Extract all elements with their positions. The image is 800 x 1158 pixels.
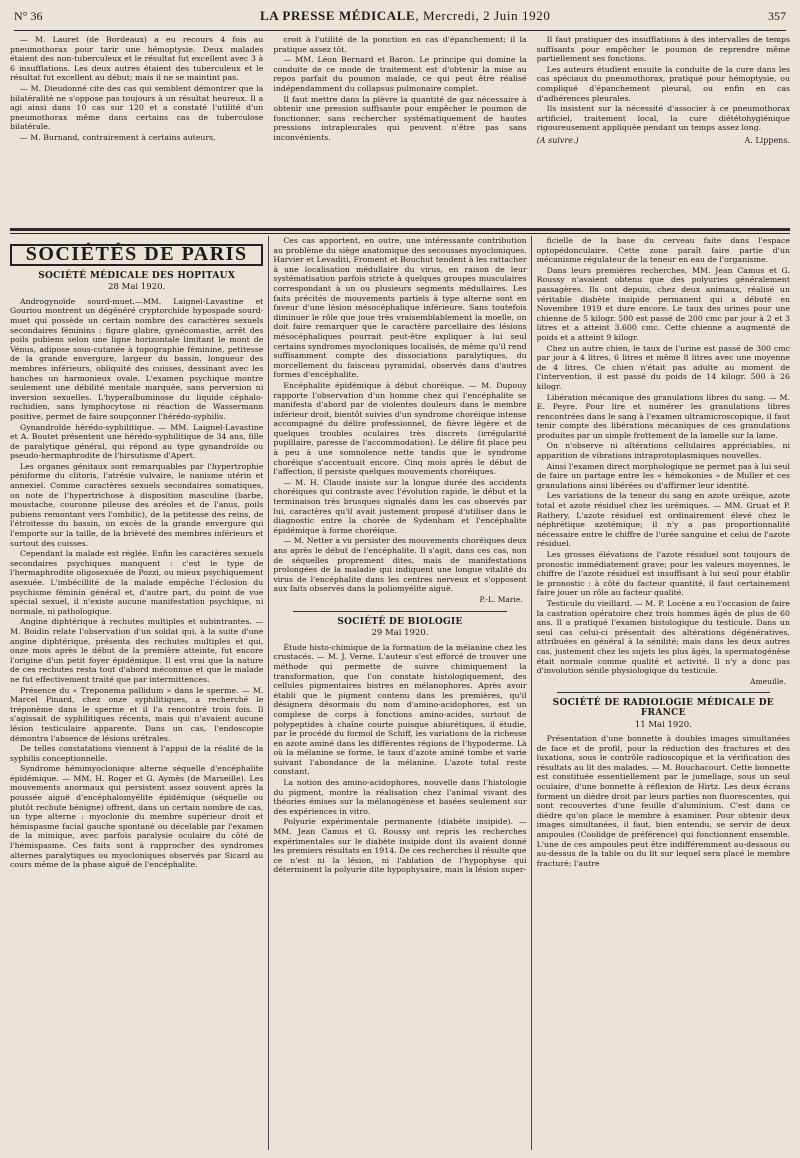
section-divider — [10, 228, 790, 231]
paragraph: La notion des amino-acidophores, nouvelle dans l'histologie du pigment, montre la réalisation chez l'animal vivant des théories émises sur la mélanogénèse et basées seulement sur des expériences in vitro. — [273, 778, 527, 816]
paragraph: Testicule du vieillard. — M. P. Locène a eu l'occasion de faire la castration opératoire chez trois hommes âgés de plus de 60 ans. Il a pratiqué l'examen histologique du testicule. Dans un seul cas celui-ci présentait des altérations dégénératives, attribuées en général à la sénilité; mais dans les deux autres cas, justement chez les sujets les plus âgés, la spermatogénèse était normale comme qualité et activité. Il n'y a donc pas d'involution sénile physiologique du testicule. — [536, 598, 790, 676]
paragraph: — M. Netter a vu persister des mouvements choréiques deux ans après le début de l'encéphalite. Il s'agit, dans ces cas, non de séquelles proprement dites, mais de manifestations prolongées de la maladie qui indiquent une longue vitalité du virus de l'encéphalite dans les centres nerveux et s'opposent aux faits observés dans la poliomyélite aiguë. — [273, 536, 527, 594]
paragraph: Ils insistent sur la nécessité d'associer à ce pneumothorax artificiel, traitement local, la cure diététohygiénique rigoureusement appliquée pendant un temps assez long. — [536, 104, 790, 133]
top-columns — [10, 35, 790, 225]
masthead: LA PRESSE MÉDICALE, Mercredi, 2 Juin 1920 — [260, 8, 551, 23]
main-column-2 — [273, 236, 526, 1151]
page-header — [14, 8, 786, 31]
paragraph: Les grosses élévations de l'azote résiduel sont toujours de pronostic immédiatement grave; pour les valeurs moyennes, le chiffre de l'azote résiduel est insuffisant à lui seul pour établir le pronostic : à côté du facteur quantité, il faut certainement faire jouer un rôle au facteur qualité. — [536, 550, 790, 598]
section-date: 29 Mai 1920. — [371, 628, 429, 639]
paragraph: Ainsi l'examen direct morphologique ne permet pas à lui seul de faire un partage entre les « hémokonies » de Muller et ces granulations ainsi libérées ou d'affirmer leur identité. — [536, 461, 790, 490]
paragraph: Présence du « Treponema pallidum » dans le sperme. — M. Marcel Pinard, chez onze syphilitiques, a recherché le tréponème dans le sperme et il l'a rencontré trois fois. Il s'agissait de syphilitiques récents, mais qui n'avaient aucune lésion testiculaire apparente. Dans un cas, l'endoscopie démontra l'absence de lésions urétrales. — [10, 685, 264, 743]
main-columns — [10, 236, 790, 1151]
section-divider-thin — [10, 233, 790, 234]
divider — [293, 611, 506, 612]
paragraph: Il faut mettre dans la plèvre la quantité de gaz nécessaire à obtenir une pression suffisante pour empêcher le poumon de fonctionner, sans rechercher systématiquement de hautes pressions intrapleurales qui peuvent n'être pas sans inconvénients. — [273, 94, 527, 142]
section-title: SOCIÉTÉ DE BIOLOGIE — [337, 616, 463, 627]
paragraph: Les auteurs étudient ensuite la conduite de la cure dans les cas spéciaux du pneumothorax, pratiqué pour hémoptysie, ou compliqué d'épanchement pleural, ou enfin en cas d'adhérences pleurales. — [536, 64, 790, 103]
paragraph: Les organes génitaux sont remarquables par l'hypertrophie péniforme du clitoris, l'atrésie vulvaire, le nanisme utérin et annexiel. Comme caractères sexuels secondaires somatiques, on note de l'hypertrichose à disposition masculine (barbe, moustache, couronne pileuse des aréoles et de l'anus, poils pubiens remontant vers l'ombilic), de la petitesse des reins, de l'étroitesse du bassin, un excès de la grande envergure qui l'emporte sur la taille, de la brièveté des membres inférieurs et surtout des cuisses. — [10, 461, 264, 548]
paragraph: — M. Burnand, contrairement à certains auteurs, — [20, 132, 216, 142]
section-date: 28 Mai 1920. — [108, 282, 166, 293]
paragraph: On n'observe ni altérations cellulaires appréciables, ni apparition de vibrations intraprotoplasmiques nouvelles. — [536, 441, 790, 461]
main-column-1 — [10, 236, 263, 1151]
paragraph: croit à l'utilité de la ponction en cas d'épanchement; il la pratique assez tôt. — [273, 35, 527, 54]
section-title: SOCIÉTÉ MÉDICALE DES HOPITAUX — [38, 270, 236, 281]
paragraph: — MM. Léon Bernard et Baron. Le principe qui domine la conduite de ce mode de traitement est d'obtenir la mise au repos parfait du poumon malade, ce qui peut être réalisé indépendamment du collapsus pulmonaire complet. — [273, 55, 527, 93]
signature: P.-L. Marie. — [479, 594, 523, 604]
top-column-2 — [273, 35, 526, 225]
journal-title: LA PRESSE MÉDICALE — [260, 8, 416, 23]
paragraph: — M. Lauret (de Bordeaux) a eu recours 4 fois au pneumothorax pour tarir une hémoptysie. Deux malades étaient des non-tuberculeux et le résultat fut excellent avec 3 à 6 insufflations. Les deux autres étaient des tuberculeux et le résultat fut excellent au début; mais il ne se maintint pas. — [10, 35, 264, 83]
paragraph: Présentation d'une bonnette à doubles images simultanées de face et de profil, pour la réduction des fractures et des luxations, sous le contrôle radioscopique et la vérification des résultats au lit des malades. — M. Bouchacourt. Cette bonnette est constituée essentiellement par le jumellage, sous un seul oculaire, d'une bonnette à réflexion de Hirtz. Les deux écrans forment un dièdre droit par leurs parties non fluorescentes, qui sont recouvertes d'une feuille d'aluminium. C'est dans ce dièdre qu'on place le membre à examiner. Pour obtenir deux images simultanées, il faut, bien entendu, se servir de deux ampoules (Coolidge de préférence) qui fonctionnent ensemble. L'une de ces ampoules peut être indifféremment au-dessous ou au-dessus de la table ou du lit sur lequel sera placé le membre fracturé; l'autre — [536, 734, 790, 868]
top-column-1 — [10, 35, 263, 225]
page-number: 357 — [768, 9, 786, 23]
issue-date: Mercredi, 2 Juin 1920 — [423, 8, 551, 23]
paragraph: Polyurie expérimentale permanente (diabète insipide). — MM. Jean Camus et G. Roussy ont repris les recherches expérimentales sur le diabète insipide dont ils avaient donné les premiers résultats en 1914. De ces recherches il résulte que ce n'est ni la lésion, ni l'ablation de l'hypophyse qui déterminent la polyurie dite hypophysaire, mais la lésion super- — [273, 817, 527, 875]
signature: Ameuille. — [750, 676, 786, 686]
signature: A. Lippens. — [744, 135, 790, 145]
section-date: 11 Mai 1920. — [634, 719, 692, 730]
main-column-3 — [537, 236, 790, 1151]
divider — [557, 692, 770, 693]
section-title: SOCIÉTÉ DE RADIOLOGIE MÉDICALE DE FRANCE — [552, 698, 774, 718]
paragraph: Il faut pratiquer des insufflations à des intervalles de temps suffisants pour empêcher le poumon de reprendre même partiellement ses fonctions. — [536, 35, 790, 64]
paragraph: — M. Dieudonné cite des cas qui semblent démontrer que la bilatéralité ne s'oppose pas toujours à un résultat heureux. Il a agi ainsi dans 10 cas sur 120 et a constaté l'utilité d'un pneumothorax même dans certains cas de tuberculose bilatérale. — [10, 83, 264, 132]
paragraph: Libération mécanique des granulations libres du sang. — M. E. Peyre. Pour lire et numérer les granulations libres rencontrées dans le sang à l'examen ultramicroscopique, il faut tenir compte des libérations mécaniques de ces granulations produites par un simple frottement de la lamelle sur la lame. — [536, 392, 790, 440]
paragraph: Chez un autre chien, le taux de l'urine est passé de 300 cmc par jour à 4 litres, 6 litres et même 8 litres avec une moyenne de 4 litres. Ce chien n'était pas adulte au moment de l'intervention, il est passé du poids de 14 kilogr. 500 à 26 kilogr. — [536, 343, 790, 391]
paragraph: Encéphalite épidémique à début choréique. — M. Dupouy rapporte l'observation d'un homme chez qui l'encéphalite se manifesta d'abord par de violentes douleurs dans le membre inférieur droit, bientôt suivies d'un syndrome choréique intense accompagné du délire professionnel, de fièvre légère et de quelques troubles oculaires très discrets (irrégularité pupillaire, paresse de l'accommodation). Le délire fit place peu à peu à une somnolence nette tandis que le syndrome choréique s'accentuait encore. Cinq mois après le début de l'affection, il persiste quelques mouvements choréiques. — [273, 380, 527, 477]
paragraph: De telles constatations viennent à l'appui de la réalité de la syphilis conceptionnelle. — [10, 744, 264, 763]
paragraph: Gynandroïde hérédo-syphilitique. — MM. Laignel-Lavastine et A. Boutet présentent une hérédo-syphilitique de 34 ans, fille de paralytique général, qui répond au type gynandroïde ou pseudo-hermaphrodite de l'hirsutisme d'Apert. — [10, 422, 264, 461]
paragraph: ficielle de la base du cerveau faite dans l'espace optopédonculaire. Cette zone paraît faire partie d'un mécanisme régulateur de la teneur en eau de l'organisme. — [536, 236, 790, 265]
paragraph: Étude histo-chimique de la formation de la mélanine chez les crustacés. — M. J. Verne. L'auteur s'est efforcé de trouver une méthode qui permette de suivre chimiquement la transformation, que l'on constate histologiquement, des cellules pigmentaires bistres en mélanophores. Après avoir établi que le pigment contenu dans les premières, qu'il désignera désormais du nom d'amino-acidophores, est un complexe de corps à fonctions amino-acides, surtout de polypeptides à chaîne courte puisque abiurétiques, il étudie, par le procédé du formol de Schiff, les variations de la richesse en azote aminé dans les différentes régions de l'hypoderme. Là où la mélanine se forme, le taux d'azote aminé tombe et varie suivant l'abondance de la mélanine. L'azote total reste constant. — [273, 642, 527, 777]
issue-number: N° 36 — [14, 9, 43, 23]
societes-title: SOCIÉTÉS DE PARIS — [10, 244, 263, 266]
paragraph: Les variations de la teneur du sang en azote uréique, azote total et azote résiduel chez les urémiques. — MM. Gruat et P. Rathery. L'azote résiduel est ordinairement élevé chez le néphrétique azotémique; il n'y a pas proportionnalité nécessaire entre le chiffre de l'urée sanguine et celui de l'azote résiduel. — [536, 491, 790, 549]
paragraph: Androgynoïde sourd-muet.—MM. Laignel-Lavastine et Gouriou montrent un dégénéré cryptorchide hypospade sourd-muet qui possède un certain nombre des caractères sexuels secondaires féminins : figure glabre, gynécomastie, arrêt des poils pubiens selon une ligne horizontale limitant le mont de Vénus, adipose sous-cutanée à topographie féminine, petitesse de la grande envergure, largeur du bassin, longueur des membres inférieurs, obliquité des cuisses, dessinant avec les hanches un harmonieux ovale. L'examen psychique montre seulement une débilité mentale marquée, sans perversion ni inversion sexuelles. L'hyperalbuminose du liquide céphalo-rachidien, sans lymphocytose ni réaction de Wassermann positive, permet de faire soupçonner l'hérédo-syphilis. — [10, 296, 264, 421]
top-column-3 — [537, 35, 790, 225]
paragraph: Dans leurs premières recherches, MM. Jean Camus et G. Roussy n'avaient obtenu que des polyuries généralement passagères. Ils ont depuis, chez deux animaux, réalisé un véritable diabète insipide permanent qui a débuté en Novembre 1919 et dure encore. Le taux des urines pour une chienne de 5 kilogr. 500 est passé de 200 cmc par jour à 2 et 3 litres et a atteint 3.600 cmc. Cette chienne a augmenté de poids et a atteint 9 kilogr. — [536, 265, 790, 342]
to-be-continued: (A suivre.) — [536, 135, 579, 145]
paragraph: Angine diphtérique à rechutes multiples et subintrantes. — M. Boidin relate l'observation d'un soldat qui, à la suite d'une angine diphtérique, présenta des rechutes multiples et qui, onze mois après le début de la première atteinte, fut encore l'origine d'un petit foyer épidémique. Il est vrai que la nature de ces rechutes resta tout d'abord méconnue et que le malade ne fut effectivement traité que par intermittences. — [10, 617, 264, 684]
paragraph: Ces cas apportent, en outre, une intéressante contribution au problème du siège anatomique des secousses myocloniques. Harvier et Levaditi, Froment et Bouchut tendent à les rattacher à une localisation médullaire du virus, en raison de leur systématisation parfois stricte à quelques groupes musculaires correspondant à un ou plusieurs segments médullaires. Les faits précités de mouvements partiels à type alterne sont en faveur d'une lésion mésocéphalique inférieure. Sans toutefois diminuer le rôle que joue très vraisemblablement la moelle, on doit faire remarquer que le caractère parcellaire des lésions mésocéphaliques pourrait peut-être expliquer à lui seul certains syndromes myocloniques localisés, de même qu'il rend suffisamment compte des dissociations paralytiques, du morcellement du faisceau pyramidal, observés dans d'autres formes d'encéphalite. — [273, 236, 527, 380]
article-footer — [537, 136, 790, 146]
paragraph: — M. H. Claude insiste sur la longue durée des accidents choréiques qui contraste avec l'évolution rapide, le début et la terminaison très brusques signalés dans les cas observés par lui, caractères qu'il avait justement proposé d'utiliser dans le diagnostic entre la chorée de Sydenham et l'encéphalite épidémique à forme choréique. — [273, 477, 527, 535]
paragraph: Cependant la malade est réglée. Enfin les caractères sexuels secondaires psychiques manquent : c'est le type de l'hermaphrodite oligosexuée de Pozzi, ou mieux psychiquement asexuée. L'imbécillité de la malade empêche l'éclosion du psychisme féminin général et, d'autre part, du point de vue spécial sexuel, il n'existe aucune manifestation psychique, ni normale, ni pathologique. — [10, 549, 264, 616]
paragraph: Syndrome hémimyoclonique alterne séquelle d'encéphalite épidémique. — MM. H. Roger et G. Aymès (de Marseille). Les mouvements anormaux qui persistent assez souvent après la poussée aiguë d'encéphalomyélite épidémique (séquelle ou plutôt rechute bénigne) offrent, dans un certain nombre de cas, un type alterne : myoclonie du membre supérieur droit et hémispasme facial gauche spontané ou décelable par l'examen de la mimique, avec parfois paralysie oculaire du côté de l'hémispasme. Ces faits sont à rapprocher des syndromes alternes paralytiques ou myocloniques observés par Sicard au cours même de la phase aiguë de l'encéphalite. — [10, 764, 264, 870]
